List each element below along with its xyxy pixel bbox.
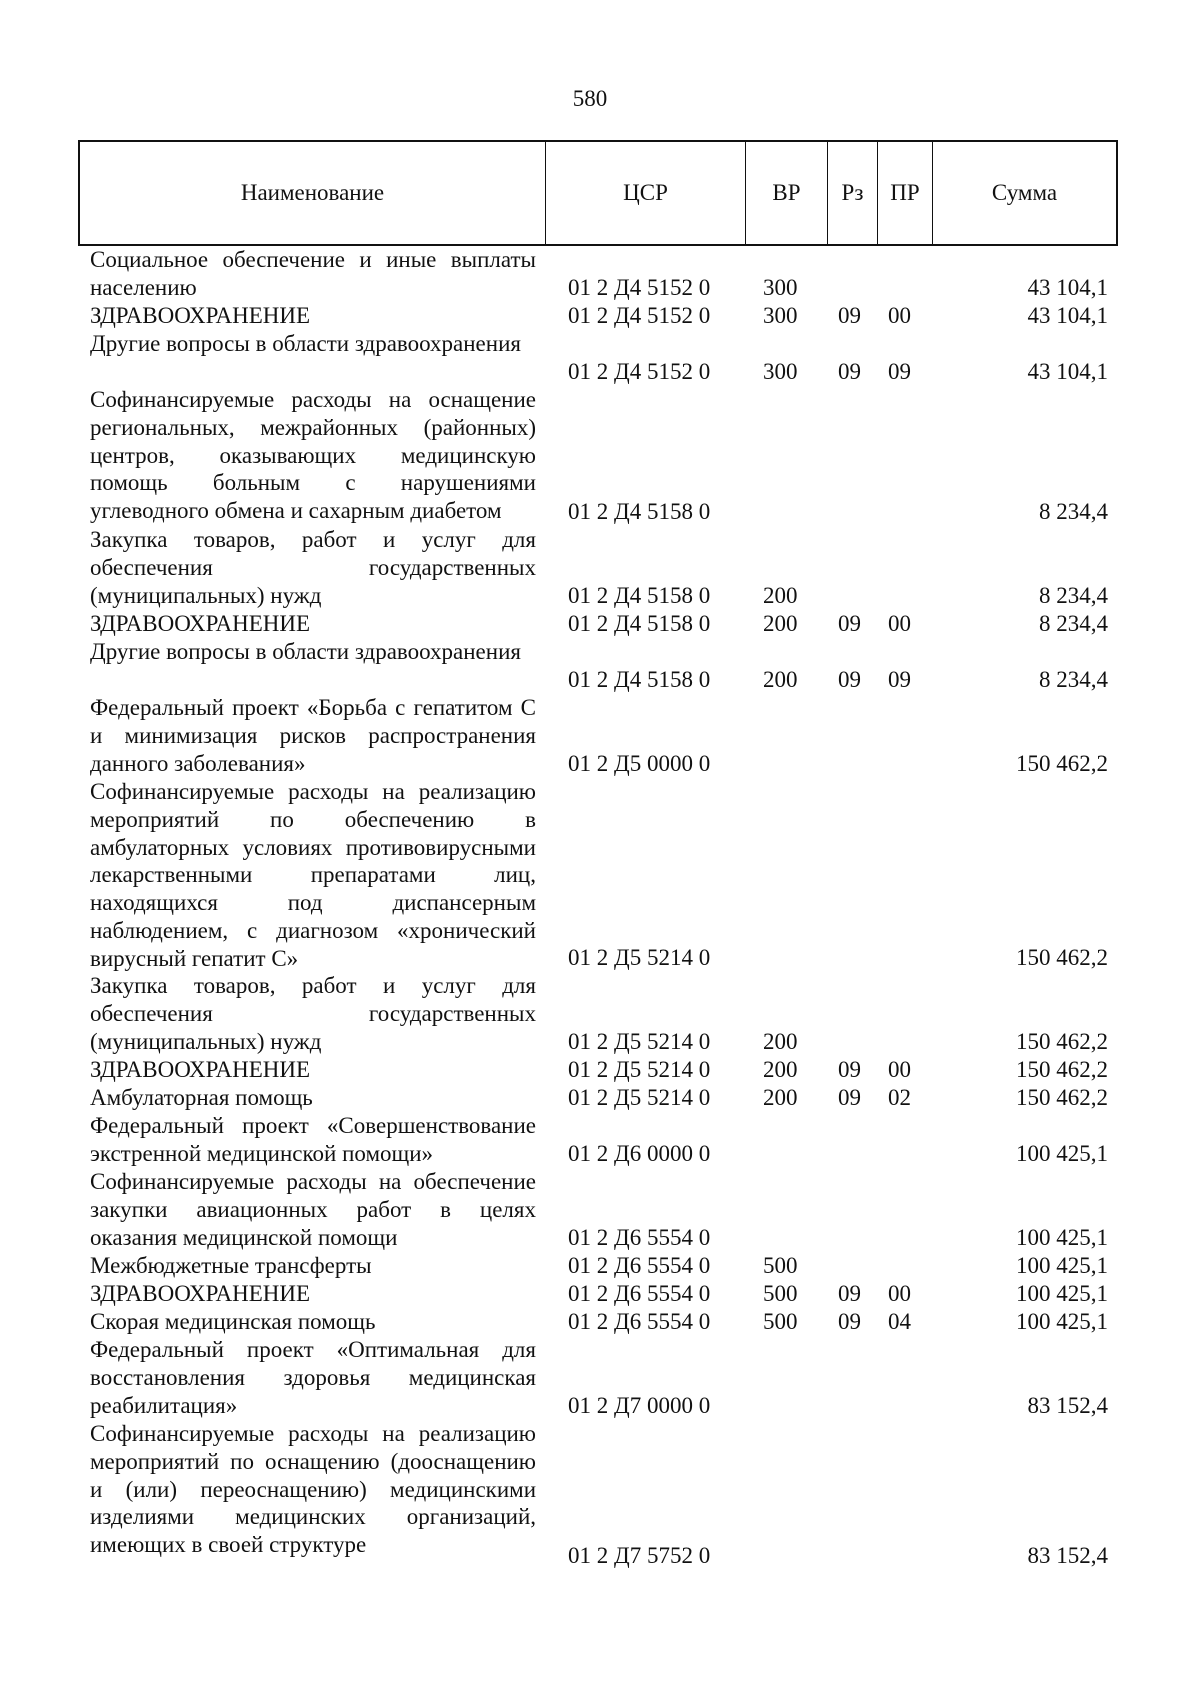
table-row: [0, 1280, 1200, 1308]
row-sum: 100 425,1: [1016, 1281, 1108, 1307]
row-csr: 01 2 Д4 5152 0: [568, 275, 711, 301]
table-row: [0, 1084, 1200, 1112]
table-row: [0, 302, 1200, 330]
row-csr: 01 2 Д4 5158 0: [568, 583, 711, 609]
row-sum: 83 152,4: [1027, 1543, 1108, 1569]
row-sum: 100 425,1: [1016, 1225, 1108, 1251]
row-sum: 8 234,4: [1039, 499, 1108, 525]
row-csr: 01 2 Д7 0000 0: [568, 1393, 711, 1419]
row-name: Закупка товаров, работ и услуг для обеспечения государственных (муниципальных) нужд: [90, 527, 536, 608]
table-row: [0, 638, 1200, 694]
row-vr: 500: [763, 1309, 798, 1335]
row-sum: 150 462,2: [1016, 1057, 1108, 1083]
row-pr: 00: [888, 303, 911, 329]
row-vr: 200: [763, 667, 798, 693]
header-rz: Рз: [827, 142, 877, 244]
row-name: Федеральный проект «Борьба с гепатитом С и минимизация рисков распространения данного заболевания»: [90, 695, 536, 776]
row-sum: 100 425,1: [1016, 1141, 1108, 1167]
row-csr: 01 2 Д6 5554 0: [568, 1253, 711, 1279]
row-sum: 43 104,1: [1027, 303, 1108, 329]
row-csr: 01 2 Д6 5554 0: [568, 1309, 711, 1335]
row-vr: 200: [763, 611, 798, 637]
row-vr: 500: [763, 1253, 798, 1279]
row-pr: 09: [888, 359, 911, 385]
row-csr: 01 2 Д4 5158 0: [568, 611, 711, 637]
row-rz: 09: [838, 1281, 861, 1307]
row-csr: 01 2 Д4 5158 0: [568, 667, 711, 693]
table-row: [0, 526, 1200, 610]
row-name: Софинансируемые расходы на реализацию мероприятий по обеспечению в амбулаторных условиях противовирусными лекарственными препаратами лиц, находящихся под диспансерным наблюдением, с диагнозом «хронический вирусный гепатит С»: [90, 779, 536, 971]
row-name: Федеральный проект «Оптимальная для восстановления здоровья медицинская реабилитация»: [90, 1337, 536, 1418]
row-name: Закупка товаров, работ и услуг для обеспечения государственных (муниципальных) нужд: [90, 973, 536, 1054]
table-row: [0, 694, 1200, 778]
row-name: Софинансируемые расходы на оснащение региональных, межрайонных (районных) центров, оказывающих медицинскую помощь больным с нарушениями углеводного обмена и сахарным диабетом: [90, 387, 536, 524]
page-number: 580: [572, 86, 608, 111]
row-sum: 150 462,2: [1016, 751, 1108, 777]
row-pr: 02: [888, 1085, 911, 1111]
row-pr: 09: [888, 667, 911, 693]
row-csr: 01 2 Д4 5158 0: [568, 499, 711, 525]
table-row: [0, 386, 1200, 526]
row-sum: 150 462,2: [1016, 1085, 1108, 1111]
row-vr: 200: [763, 1085, 798, 1111]
row-vr: 300: [763, 359, 798, 385]
header-csr: ЦСР: [545, 142, 745, 244]
table-row: [0, 972, 1200, 1056]
row-sum: 100 425,1: [1016, 1309, 1108, 1335]
row-name: Софинансируемые расходы на реализацию мероприятий по оснащению (дооснащению и (или) переоснащению) медицинскими изделиями медицинских организаций, имеющих в своей структуре: [90, 1421, 536, 1558]
row-pr: 00: [888, 1057, 911, 1083]
row-csr: 01 2 Д5 5214 0: [568, 1057, 711, 1083]
row-name: Амбулаторная помощь: [90, 1085, 313, 1110]
row-name: Другие вопросы в области здравоохранения: [90, 331, 521, 356]
row-pr: 00: [888, 1281, 911, 1307]
table-row: [0, 1252, 1200, 1280]
header-vr: ВР: [745, 142, 827, 244]
row-rz: 09: [838, 1085, 861, 1111]
table-row: [0, 1168, 1200, 1252]
row-name: Другие вопросы в области здравоохранения: [90, 639, 521, 664]
row-csr: 01 2 Д6 5554 0: [568, 1225, 711, 1251]
row-name: ЗДРАВООХРАНЕНИЕ: [90, 611, 311, 636]
row-pr: 04: [888, 1309, 911, 1335]
row-sum: 8 234,4: [1039, 611, 1108, 637]
row-sum: 43 104,1: [1027, 359, 1108, 385]
row-name: Скорая медицинская помощь: [90, 1309, 376, 1334]
table-row: [0, 1420, 1200, 1570]
table-row: [0, 330, 1200, 386]
row-csr: 01 2 Д6 5554 0: [568, 1281, 711, 1307]
row-csr: 01 2 Д6 0000 0: [568, 1141, 711, 1167]
table-row: [0, 1112, 1200, 1168]
row-csr: 01 2 Д5 5214 0: [568, 945, 711, 971]
row-vr: 200: [763, 583, 798, 609]
row-sum: 100 425,1: [1016, 1253, 1108, 1279]
row-name: Социальное обеспечение и иные выплаты населению: [90, 247, 536, 300]
row-sum: 8 234,4: [1039, 667, 1108, 693]
row-csr: 01 2 Д5 5214 0: [568, 1085, 711, 1111]
row-csr: 01 2 Д4 5152 0: [568, 359, 711, 385]
table-row: [0, 246, 1200, 302]
row-rz: 09: [838, 303, 861, 329]
row-sum: 150 462,2: [1016, 1029, 1108, 1055]
row-csr: 01 2 Д4 5152 0: [568, 303, 711, 329]
row-rz: 09: [838, 359, 861, 385]
header-pr: ПР: [877, 142, 932, 244]
row-vr: 500: [763, 1281, 798, 1307]
row-name: ЗДРАВООХРАНЕНИЕ: [90, 1057, 311, 1082]
row-vr: 200: [763, 1029, 798, 1055]
row-vr: 300: [763, 275, 798, 301]
row-csr: 01 2 Д5 0000 0: [568, 751, 711, 777]
row-sum: 83 152,4: [1027, 1393, 1108, 1419]
row-rz: 09: [838, 1057, 861, 1083]
row-name: Федеральный проект «Совершенствование экстренной медицинской помощи»: [90, 1113, 536, 1166]
row-rz: 09: [838, 611, 861, 637]
table-row: [0, 610, 1200, 638]
row-vr: 300: [763, 303, 798, 329]
row-rz: 09: [838, 1309, 861, 1335]
row-sum: 43 104,1: [1027, 275, 1108, 301]
table-row: [0, 1056, 1200, 1084]
table-row: [0, 778, 1200, 972]
table-header: [78, 140, 1118, 246]
row-rz: 09: [838, 667, 861, 693]
row-name: ЗДРАВООХРАНЕНИЕ: [90, 1281, 311, 1306]
table-row: [0, 1308, 1200, 1336]
row-name: ЗДРАВООХРАНЕНИЕ: [90, 303, 311, 328]
table-row: [0, 1336, 1200, 1420]
row-csr: 01 2 Д7 5752 0: [568, 1543, 711, 1569]
row-vr: 200: [763, 1057, 798, 1083]
row-csr: 01 2 Д5 5214 0: [568, 1029, 711, 1055]
row-pr: 00: [888, 611, 911, 637]
row-name: Софинансируемые расходы на обеспечение закупки авиационных работ в целях оказания медицинской помощи: [90, 1169, 536, 1250]
row-name: Межбюджетные трансферты: [90, 1253, 372, 1278]
row-sum: 150 462,2: [1016, 945, 1108, 971]
row-sum: 8 234,4: [1039, 583, 1108, 609]
header-name: Наименование: [240, 180, 385, 205]
header-sum: Сумма: [932, 142, 1116, 244]
